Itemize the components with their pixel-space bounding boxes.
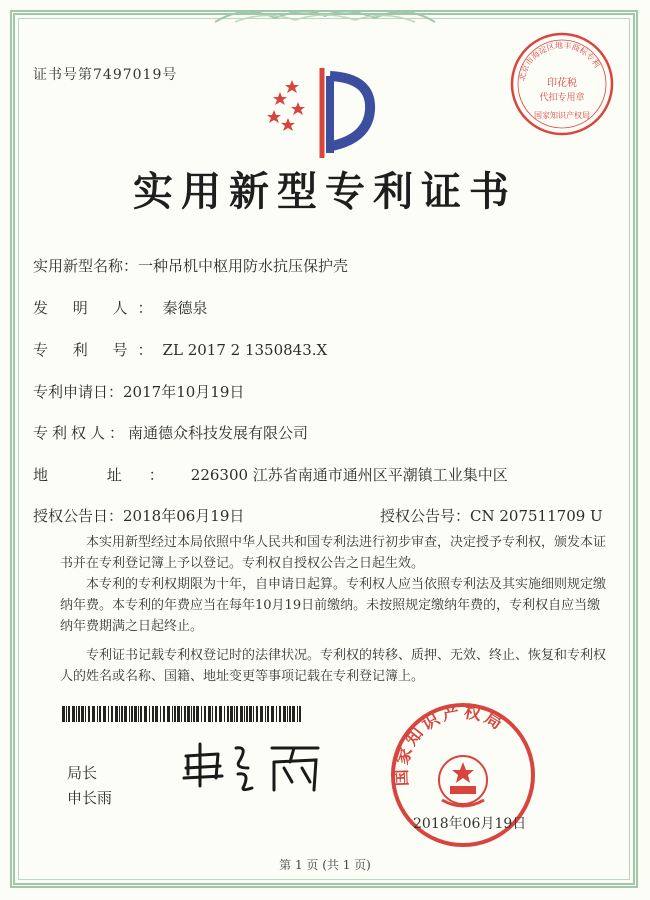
barcode-bar <box>174 706 176 722</box>
barcode-bar <box>140 706 142 722</box>
barcode-bar <box>108 706 109 722</box>
barcode-bar <box>62 706 65 722</box>
barcode-bar <box>196 706 199 722</box>
barcode-bar <box>184 706 186 722</box>
barcode-bar <box>68 706 70 722</box>
signer-name: 申长雨 <box>67 789 113 807</box>
barcode-bar <box>287 706 288 722</box>
field-label: 专利申请日： <box>33 383 124 401</box>
barcode-bar <box>204 706 206 722</box>
field-address <box>33 464 508 485</box>
certificate-number: 证书号第7497019号 <box>33 67 178 83</box>
barcode-bar <box>81 706 84 722</box>
barcode-bar <box>144 706 147 722</box>
field-value: 2017年10月19日 <box>123 383 245 401</box>
barcode-bar <box>260 706 263 722</box>
barcode-bar <box>219 706 222 722</box>
barcode-bar <box>193 706 195 722</box>
field-value: 秦德泉 <box>162 299 208 317</box>
barcode-bar <box>181 706 182 722</box>
barcode-bar <box>103 706 106 722</box>
barcode-bar <box>289 706 291 722</box>
body-paragraph: 本实用新型经过本局依照中华人民共和国专利法进行初步审查，决定授予专利权，颁发本证书并在专利登记簿上予以登记。专利权自授权公告之日起生效。 <box>60 535 607 571</box>
field-value: 226300 江苏省南通市通州区平潮镇工业集中区 <box>190 466 508 484</box>
field-patentee <box>33 422 308 443</box>
barcode-bar <box>240 706 243 722</box>
body-paragraph: 本专利的专利权期限为十年，自申请日起算。专利权人应当依照专利法及其实施细则规定缴纳年费。本专利的年费应当在每年10月19日前缴纳。未按照规定缴纳年费的，专利权自应当缴纳年费期满之日起终止。 <box>60 577 607 634</box>
field-value: 南通德众科技发展有限公司 <box>128 424 309 442</box>
field-label: 专 利 号： <box>33 341 163 359</box>
barcode-bar <box>85 706 86 722</box>
field-grant-number <box>380 505 603 526</box>
barcode-bar <box>283 706 286 722</box>
barcode-bar <box>172 706 173 722</box>
tax-seal <box>508 30 616 138</box>
barcode-bar <box>72 706 75 722</box>
svg-text:国家知识产权局 <box>392 701 509 786</box>
barcode-bar <box>227 706 229 722</box>
barcode-bar <box>115 706 118 722</box>
barcode-bar <box>160 706 161 722</box>
body-paragraph: 专利证书记载专利权登记时的法律状况。专利权的转移、质押、无效、终止、恢复和专利权人的姓名或名称、国籍、地址变更等事项记载在专利登记簿上。 <box>60 648 607 684</box>
field-label: 实用新型名称： <box>33 257 139 275</box>
field-label: 授权公告号： <box>380 507 471 525</box>
barcode-bar <box>208 706 211 722</box>
barcode-bar <box>224 706 225 722</box>
barcode-bar <box>292 706 295 722</box>
barcode-bar <box>138 706 139 722</box>
barcode-bar <box>276 706 277 722</box>
barcode-bar <box>253 706 254 722</box>
barcode-bar <box>215 706 217 722</box>
field-value: 2018年06月19日 <box>123 507 245 525</box>
barcode-bar <box>244 706 245 722</box>
barcode-bar <box>78 706 80 722</box>
field-value: ZL 2017 2 1350843.X <box>162 341 328 359</box>
field-patent-number <box>33 339 327 360</box>
barcode-bar <box>134 706 137 722</box>
tax-seal-line4: 国家知识产权局 <box>534 111 590 120</box>
barcode-bar <box>149 706 150 722</box>
barcode-bar <box>155 706 158 722</box>
field-label: 地 址： <box>33 466 191 484</box>
barcode <box>62 706 302 722</box>
director-signature <box>178 738 328 798</box>
seal-date: 2018年06月19日 <box>413 816 527 832</box>
page-footer: 第 1 页 (共 1 页) <box>279 858 371 872</box>
barcode-bar <box>279 706 281 722</box>
barcode-bar <box>119 706 120 722</box>
barcode-bar <box>201 706 202 722</box>
barcode-bar <box>152 706 154 722</box>
field-label: 发 明 人： <box>33 299 163 317</box>
barcode-bar <box>297 706 298 722</box>
field-value: 一种吊机中枢用防水抗压保护壳 <box>138 257 349 275</box>
barcode-bar <box>66 706 67 722</box>
barcode-bar <box>267 706 269 722</box>
field-value: CN 207511709 U <box>470 507 603 525</box>
barcode-bar <box>92 706 95 722</box>
certificate-body <box>60 532 608 687</box>
barcode-bar <box>167 706 170 722</box>
seal-text: 国家知识产权局 <box>391 702 509 787</box>
field-inventor <box>33 297 208 318</box>
barcode-bar <box>271 706 274 722</box>
tax-seal-line1: 北京市海淀区地丰商标专利 <box>517 40 602 82</box>
barcode-bar <box>97 706 98 722</box>
barcode-bar <box>299 706 301 722</box>
field-label: 授权公告日： <box>33 507 124 525</box>
tax-seal-line2: 印花税 <box>547 78 577 89</box>
barcode-bar <box>129 706 130 722</box>
barcode-bar <box>99 706 101 722</box>
barcode-bar <box>131 706 133 722</box>
field-utility-name <box>33 255 348 276</box>
barcode-bar <box>230 706 233 722</box>
barcode-bar <box>76 706 77 722</box>
barcode-bar <box>236 706 238 722</box>
tax-seal-line3: 代扣专用章 <box>539 93 585 103</box>
barcode-bar <box>121 706 123 722</box>
barcode-bar <box>234 706 235 722</box>
barcode-bar <box>111 706 113 722</box>
cnipa-logo-icon <box>262 58 392 168</box>
barcode-bar <box>88 706 90 722</box>
field-label: 专利权人： <box>33 424 129 442</box>
barcode-bar <box>163 706 165 722</box>
barcode-bar <box>249 706 252 722</box>
barcode-bar <box>212 706 213 722</box>
barcode-bar <box>246 706 248 722</box>
barcode-bar <box>187 706 190 722</box>
field-application-date <box>33 381 244 402</box>
barcode-bar <box>256 706 258 722</box>
barcode-bar <box>265 706 266 722</box>
barcode-bar <box>191 706 192 722</box>
signer-title: 局长 <box>67 764 98 782</box>
barcode-bar <box>177 706 180 722</box>
certificate-title: 实用新型专利证书 <box>133 168 517 215</box>
top-ornament-icon <box>215 4 435 24</box>
field-grant-date <box>33 505 244 526</box>
barcode-bar <box>124 706 127 722</box>
